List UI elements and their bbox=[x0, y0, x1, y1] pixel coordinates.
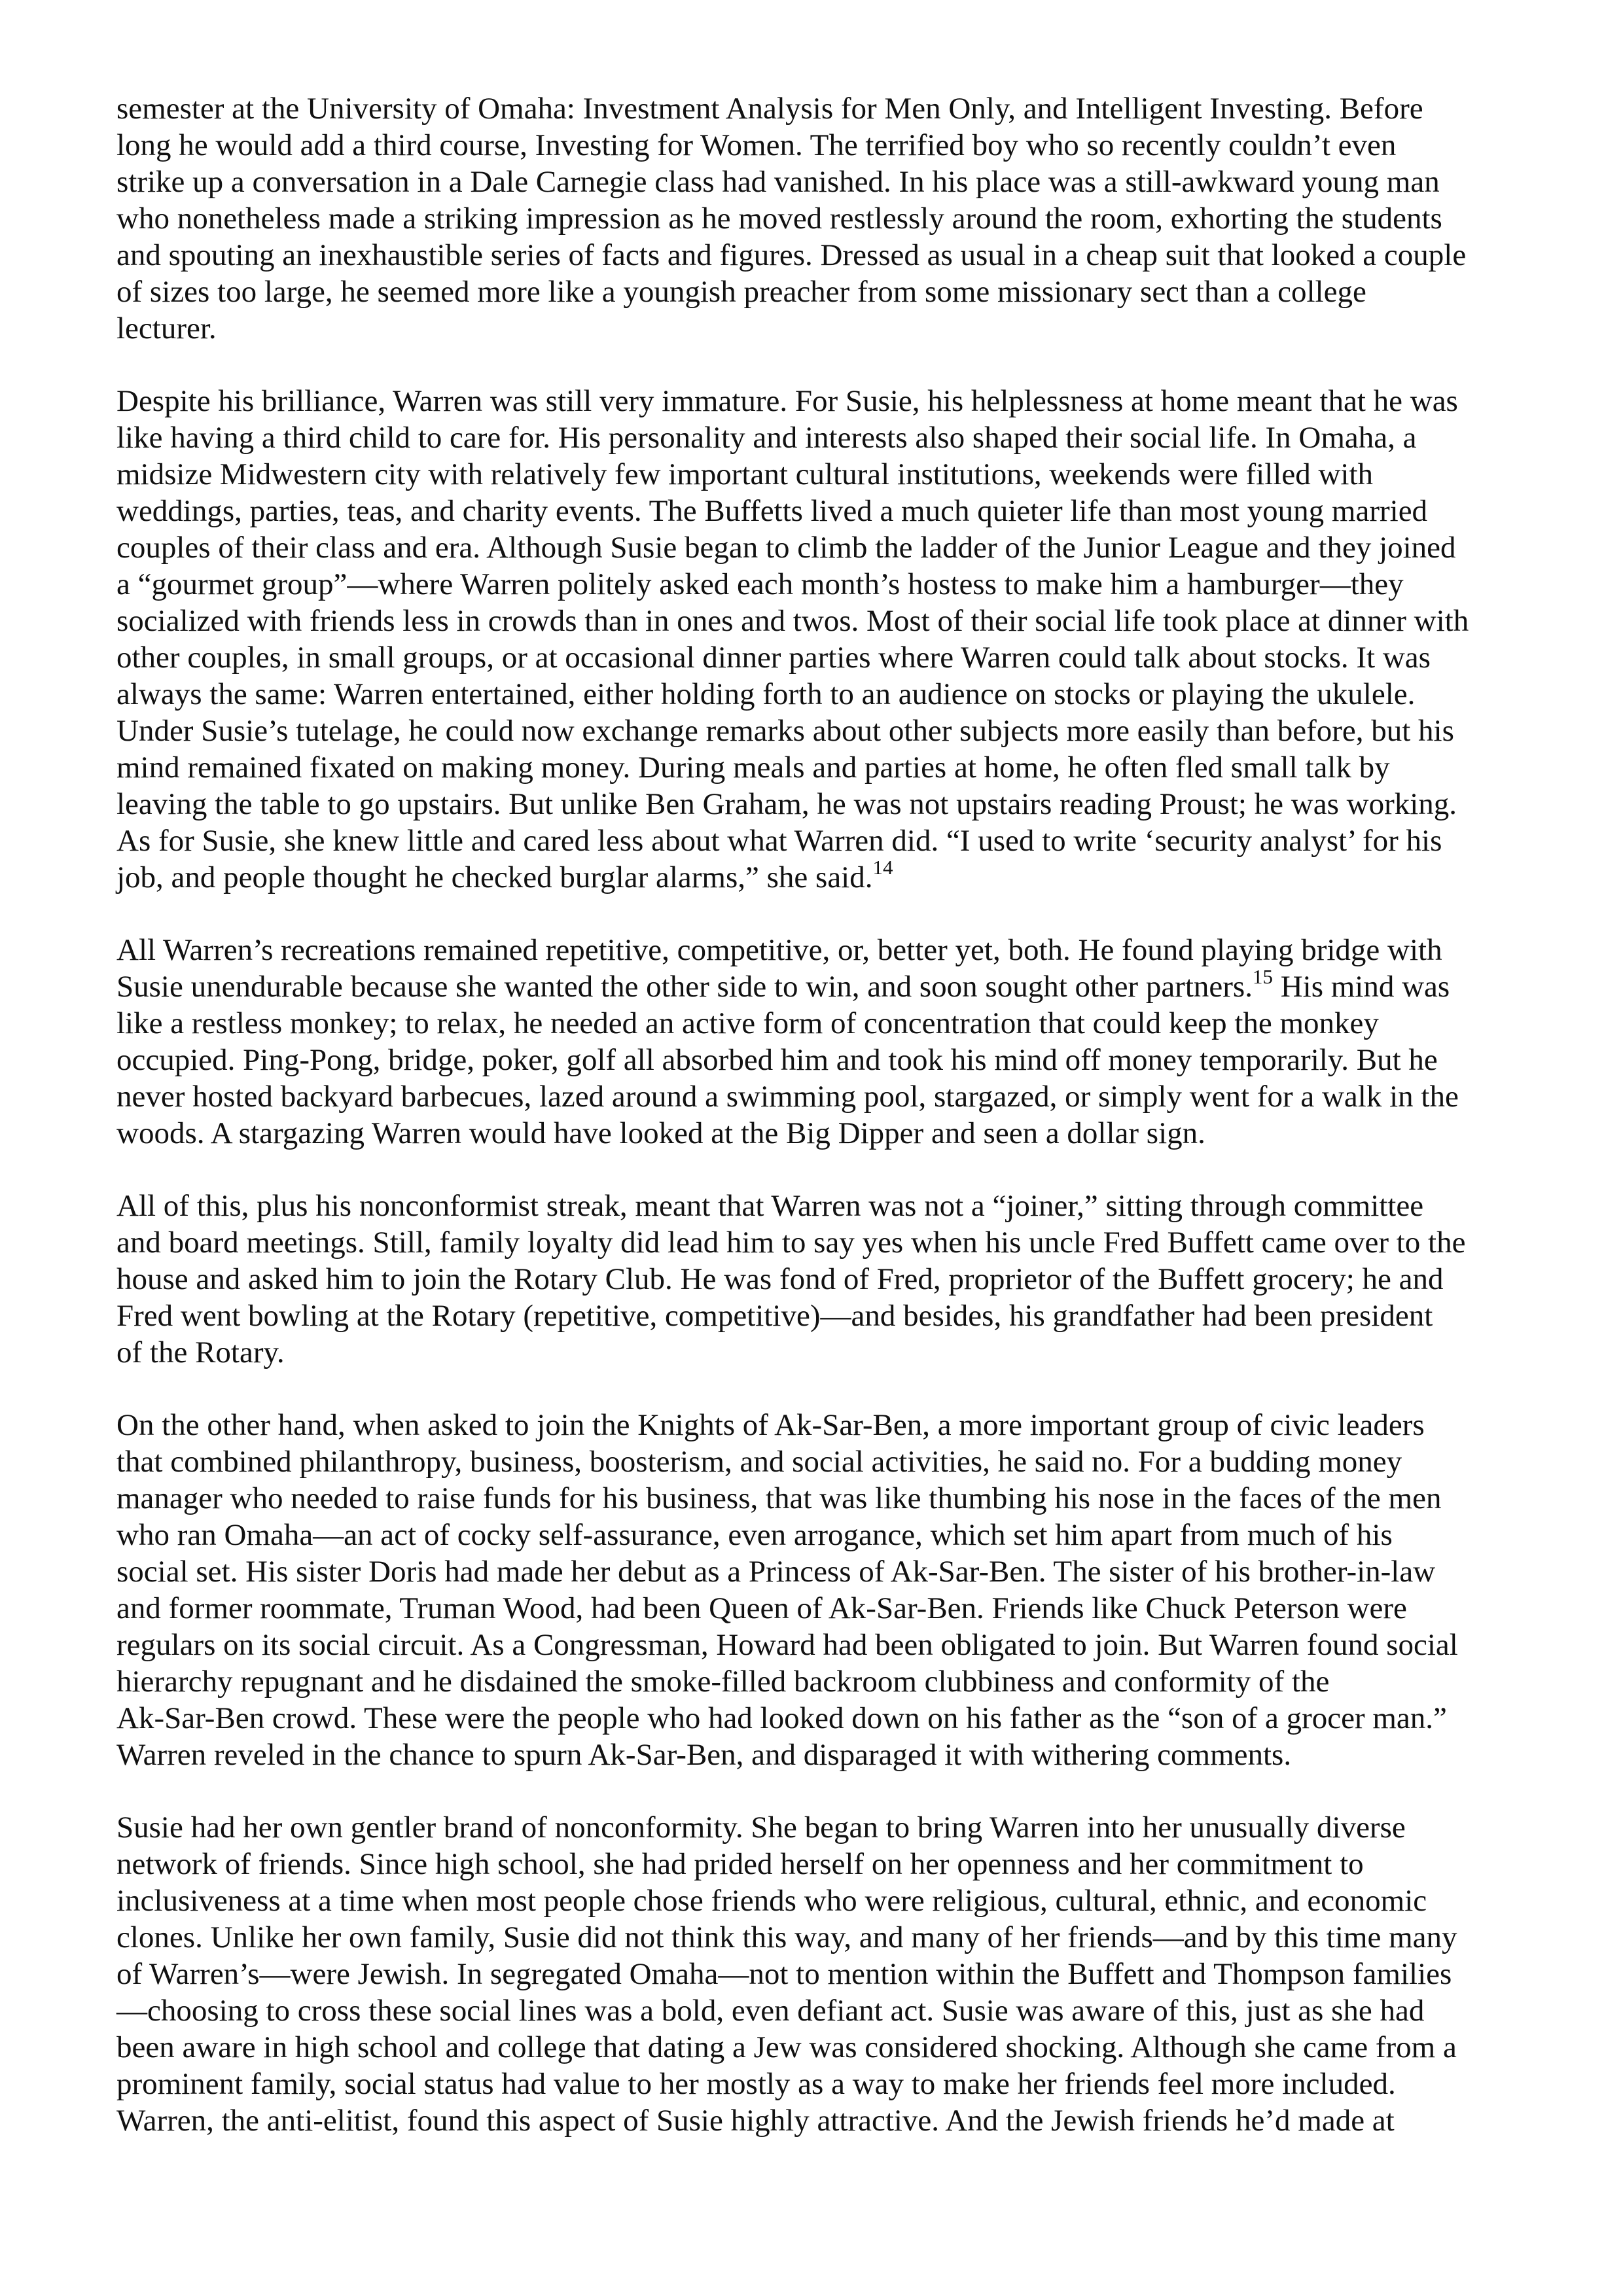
paragraph-text: semester at the University of Omaha: Investment Analysis for Men Only, and Intelligent Investing. Before long he would add a third course, Investing for Women. The terrified boy who so recently couldn’t even strike up a conversation in a Dale Carnegie class had vanished. In his place was a still-awkward young man who nonetheless made a striking impression as he moved restlessly around the room, exhorting the students and spouting an inexhaustible series of facts and figures. Dressed as usual in a cheap suit that looked a couple of sizes too large, he seemed more like a youngish preacher from some missionary sect than a college lecturer. bbox=[116, 92, 1467, 345]
paragraph-text: Susie had her own gentler brand of nonconformity. She began to bring Warren into her unusually diverse network of friends. Since high school, she had prided herself on her openness and her commitment to inclusiveness at a time when most people chose friends who were religious, cultural, ethnic, and economic clones. Unlike her own family, Susie did not think this way, and many of her friends—and by this time many of Warren’s—were Jewish. In segregated Omaha—not to mention within the Buffett and Thompson families —choosing to cross these social lines was a bold, even defiant act. Susie was aware of this, just as she had been aware in high school and college that dating a Jew was considered shocking. Although she came from a prominent family, social status had value to her mostly as a way to make her friends feel more included. Warren, the anti-elitist, found this aspect of Susie highly attractive. And the Jewish friends he’d made at bbox=[116, 1810, 1457, 2138]
paragraph-text: All Warren’s recreations remained repetitive, competitive, or, better yet, both. He found playing bridge with Susie unendurable because she wanted the other side to win, and soon sought other partners. bbox=[116, 933, 1442, 1004]
document-page bbox=[116, 90, 1507, 2175]
paragraph-6 bbox=[116, 1809, 1507, 2139]
paragraph-text: All of this, plus his nonconformist streak, meant that Warren was not a “joiner,” sitting through committee and board meetings. Still, family loyalty did lead him to say yes when his uncle Fred Buffett came over to the house and asked him to join the Rotary Club. He was fond of Fred, proprietor of the Buffett grocery; he and Fred went bowling at the Rotary (repetitive, competitive)—and besides, his grandfather had been president of the Rotary. bbox=[116, 1189, 1466, 1369]
paragraph-3 bbox=[116, 932, 1507, 1152]
paragraph-1 bbox=[116, 90, 1507, 347]
paragraph-text: Despite his brilliance, Warren was still very immature. For Susie, his helplessness at home meant that he was like having a third child to care for. His personality and interests also shaped their social life. In Omaha, a midsize Midwestern city with relatively few important cultural institutions, weekends were filled with weddings, parties, teas, and charity events. The Buffetts lived a much quieter life than most young married couples of their class and era. Although Susie began to climb the ladder of the Junior League and they joined a “gourmet group”—where Warren politely asked each month’s hostess to make him a hamburger—they socialized with friends less in crowds than in ones and twos. Most of their social life took place at dinner with other couples, in small groups, or at occasional dinner parties where Warren could talk about stocks. It was always the same: Warren entertained, either holding forth to an audience on stocks or playing the ukulele. Under Susie’s tutelage, he could now exchange remarks about other subjects more easily than before, but his mind remained fixated on making money. During meals and parties at home, he often fled small talk by leaving the table to go upstairs. But unlike Ben Graham, he was not upstairs reading Proust; he was working. As for Susie, she knew little and cared less about what Warren did. “I used to write ‘security analyst’ for his job, and people thought he checked burglar alarms,” she said. bbox=[116, 384, 1469, 894]
footnote-marker-14: 14 bbox=[872, 856, 893, 879]
paragraph-4 bbox=[116, 1188, 1507, 1371]
paragraph-text: On the other hand, when asked to join the Knights of Ak-Sar-Ben, a more important group of civic leaders that combined philanthropy, business, boosterism, and social activities, he said no. For a budding money manager who needed to raise funds for his business, that was like thumbing his nose in the faces of the men who ran Omaha—an act of cocky self-assurance, even arrogance, which set him apart from much of his social set. His sister Doris had made her debut as a Princess of Ak-Sar-Ben. The sister of his brother-in-law and former roommate, Truman Wood, had been Queen of Ak-Sar-Ben. Friends like Chuck Peterson were regulars on its social circuit. As a Congressman, Howard had been obligated to join. But Warren found social hierarchy repugnant and he disdained the smoke-filled backroom clubbiness and conformity of the Ak-Sar-Ben crowd. These were the people who had looked down on his father as the “son of a grocer man.” Warren reveled in the chance to spurn Ak-Sar-Ben, and disparaged it with withering comments. bbox=[116, 1408, 1458, 1772]
paragraph-text-continued: His mind was like a restless monkey; to relax, he needed an active form of concentration that could keep the monkey occupied. Ping-Pong, bridge, poker, golf all absorbed him and took his mind off money temporarily. But he never hosted backyard barbecues, lazed around a swimming pool, stargazed, or simply went for a walk in the woods. A stargazing Warren would have looked at the Big Dipper and seen a dollar sign. bbox=[116, 970, 1459, 1150]
paragraph-2 bbox=[116, 383, 1507, 896]
footnote-marker-15: 15 bbox=[1252, 965, 1273, 988]
paragraph-5 bbox=[116, 1407, 1507, 1773]
